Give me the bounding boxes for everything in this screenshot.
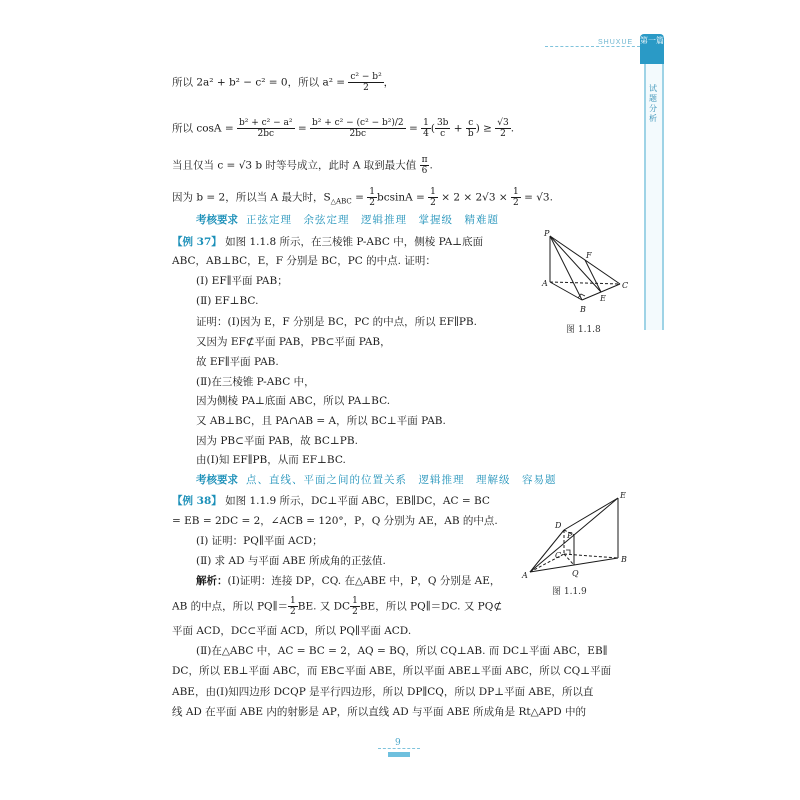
line-area: 因为 b = 2，所以当 A 最大时，$S_{\triangle ABC}$ = $\frac{1}{2}$ bcsinA = $\frac{1}{2}$ × 2 × 2√3 × $\frac{1}{2}$ = √3. — [172, 187, 553, 208]
figure-1-1-9 — [520, 490, 632, 582]
ex37-part-2: (Ⅱ) EF⊥BC. — [196, 295, 259, 307]
label-b: B — [580, 305, 586, 314]
right-angle-c — [566, 550, 570, 554]
ex38-part-2: (Ⅱ) 求 AD 与平面 ABE 所成角的正弦值. — [196, 555, 386, 567]
label-f: F — [586, 251, 592, 260]
edge-de — [564, 498, 618, 530]
header-subject: SHUXUE — [598, 39, 634, 46]
edge-pb — [550, 236, 582, 300]
edge-cq — [564, 554, 574, 565]
fraction: $\frac{\text{c² − b²}}{2}$ — [350, 72, 382, 93]
ex37-part-1: (Ⅰ) EF∥平面 PAB； — [196, 275, 288, 287]
ex38-solution-2: AB 的中点，所以 PQ∥＝ $\frac{1}{2}$ BE. 又 DC $\frac{1}{2}$ BE，所以 PQ∥＝DC. 又 PQ⊄ — [172, 596, 503, 617]
ex38-question-1: 【例 38】 如图 1.1.9 所示，DC⊥平面 ABC，EB∥DC，AC = BC — [172, 495, 490, 507]
caption-1-1-8: 图 1.1.8 — [566, 325, 601, 335]
ex38-solution-3: 平面 ACD，DC⊂平面 ACD，所以 PQ∥平面 ACD. — [172, 625, 412, 637]
figure-1-1-8 — [538, 228, 638, 320]
edge-ef — [585, 260, 601, 292]
ex37-solution-6: 又 AB⊥BC，且 PA∩AB = A，所以 BC⊥平面 PAB. — [196, 415, 446, 427]
ex37-question-2: ABC，AB⊥BC，E，F 分别是 BC，PC 的中点. 证明： — [172, 255, 436, 267]
ex38-solution-6: ABE，由(Ⅰ)知四边形 DCQP 是平行四边形，所以 DP∥CQ，所以 DP⊥平面 ABE，所以直 — [172, 686, 594, 698]
edge-cb — [564, 554, 618, 558]
ex37-solution-1: 证明：(Ⅰ)因为 E，F 分别是 BC，PC 的中点，所以 EF∥PB. — [196, 316, 477, 328]
text: 所以 2a² + b² − c² = 0，所以 a² = — [172, 76, 349, 89]
ex37-solution-3: 故 EF∥平面 PAB. — [196, 356, 279, 368]
ex38-solution-7: 线 AD 在平面 ABE 内的射影是 AP，所以直线 AD 与平面 ABE 所成角是 Rt△APD 中的 — [172, 706, 587, 718]
label-e: E — [600, 294, 606, 303]
requirement-2: 考核要求 点、直线、平面之间的位置关系 逻辑推理 理解级 容易题 — [196, 474, 557, 486]
edge-ac — [550, 282, 620, 284]
ex37-solution-2: 又因为 EF⊄平面 PAB，PB⊂平面 PAB， — [196, 336, 391, 348]
label-c: C — [622, 281, 629, 290]
page-number: 9 — [395, 738, 401, 748]
footer-dash — [378, 748, 420, 749]
ex37-question-1: 【例 37】 如图 1.1.8 所示，在三棱锥 P-ABC 中，侧棱 PA⊥底面 — [172, 236, 484, 248]
label-p: P — [544, 229, 550, 238]
label-e: E — [620, 491, 626, 500]
ex38-question-2: = EB = 2DC = 2，∠ACB = 120°，P，Q 分别为 AE，AB 的中点. — [172, 515, 498, 527]
label-c: C — [555, 551, 562, 560]
ex38-solution-1: 解析：(Ⅰ)证明：连接 DP，CQ. 在△ABE 中，P，Q 分别是 AE， — [196, 575, 501, 587]
header-dash — [545, 46, 640, 47]
ex38-solution-4: (Ⅱ)在△ABC 中，AC = BC = 2，AQ = BQ，所以 CQ⊥AB. 而 DC⊥平面 ABC，EB∥ — [196, 645, 608, 657]
caption-1-1-9: 图 1.1.9 — [552, 587, 587, 597]
label-a: A — [542, 279, 548, 288]
section-tab: 第一篇 — [640, 34, 664, 64]
line-a-squared: 所以 2a² + b² − c² = 0，所以 a² = $\frac{\text{c² − b²}}{2}$ ， — [172, 72, 395, 93]
line-equality: 当且仅当 c = √3 b 时等号成立，此时 A 取到最大值 $\frac{\pi}{6}$ . — [172, 155, 433, 176]
ex37-solution-8: 由(Ⅰ)知 EF∥PB，从而 EF⊥BC. — [196, 454, 346, 466]
ex38-solution-5: DC，所以 EB⊥平面 ABC，而 EB⊂平面 ABE，所以平面 ABE⊥平面 ABC，所以 CQ⊥平面 — [172, 665, 612, 677]
side-label: 试题分析 — [649, 84, 657, 123]
label-d: D — [555, 521, 562, 530]
edge-pe — [550, 236, 601, 292]
label-p: P — [567, 531, 573, 540]
ex37-solution-4: (Ⅱ)在三棱锥 P-ABC 中， — [196, 376, 315, 388]
label-q: Q — [572, 569, 579, 578]
label-b: B — [621, 555, 627, 564]
footer-bar — [388, 752, 410, 757]
label-a: A — [522, 571, 528, 580]
ex38-part-1: (Ⅰ) 证明：PQ∥平面 ACD； — [196, 535, 323, 547]
ex37-solution-5: 因为侧棱 PA⊥底面 ABC，所以 PA⊥BC. — [196, 395, 391, 407]
line-cos-a: 所以 cosA = $\frac{\text{b² + c² − a²}}{2bc}$ = $\frac{\text{b² + c² − (c² − b²)/2}}{2bc}$ = $\frac{1}{4}$ ( $\frac{3b}{c}$ + $\frac{c}{b}$ ) ≥ $\frac{√3}{2}$ . — [172, 118, 515, 139]
requirement-1: 考核要求 正弦定理 余弦定理 逻辑推理 掌握级 精难题 — [196, 214, 499, 226]
ex37-solution-7: 因为 PB⊂平面 PAB，故 BC⊥PB. — [196, 435, 358, 447]
